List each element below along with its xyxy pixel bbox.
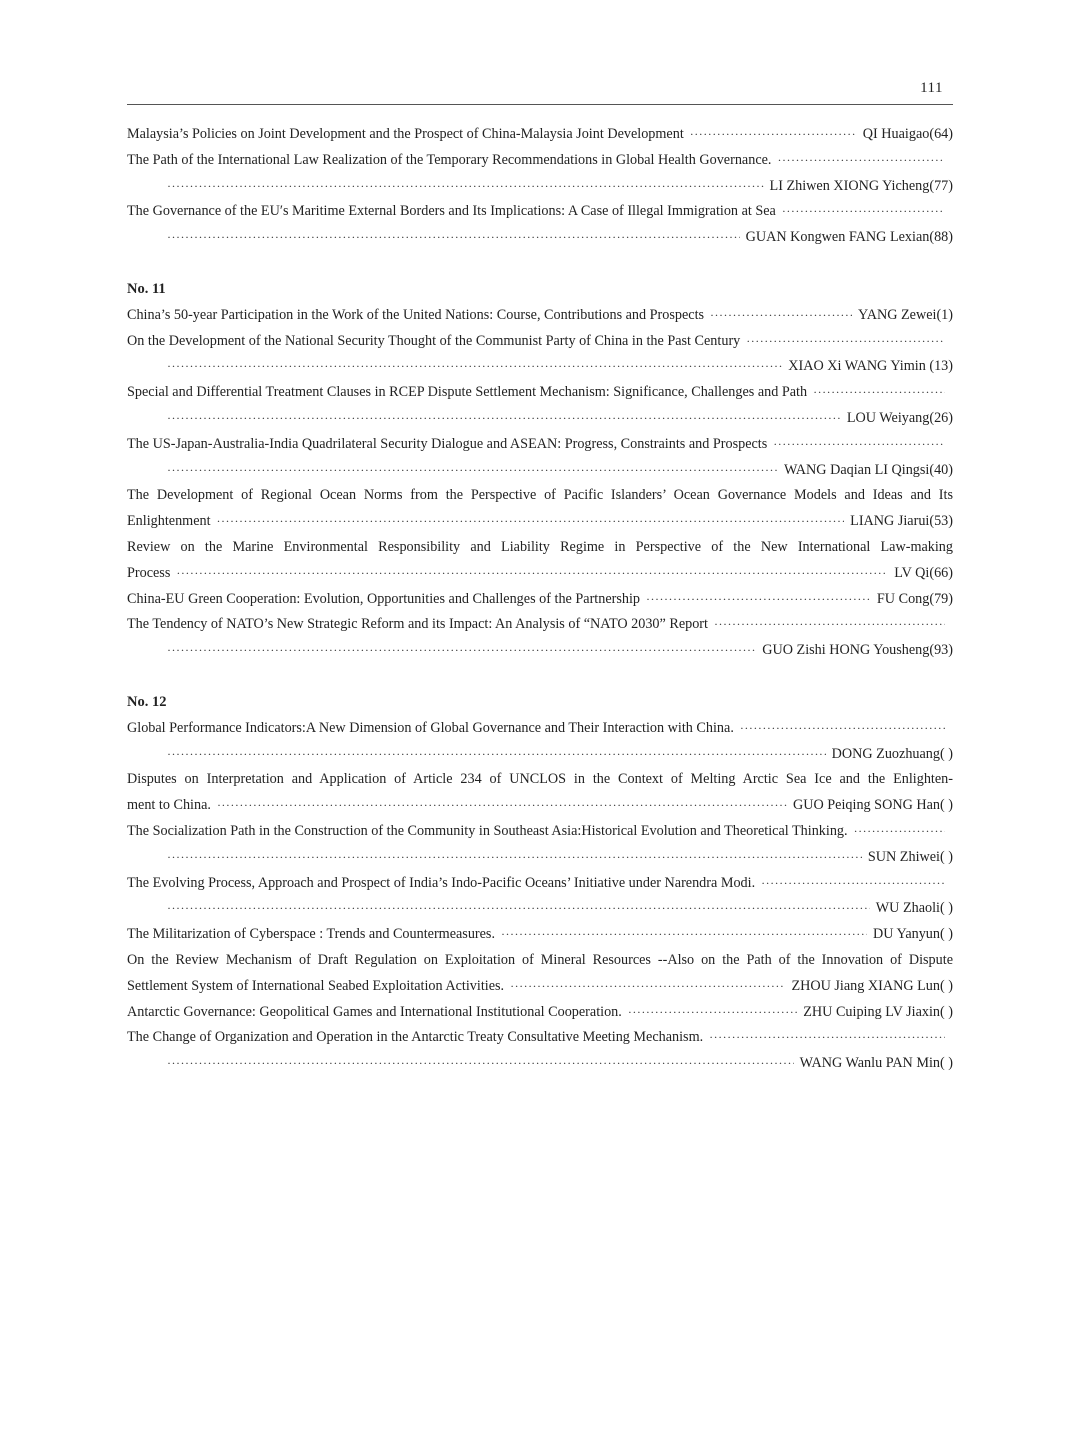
leader-dots (217, 793, 787, 819)
entry-title: On the Review Mechanism of Draft Regulation on Exploitation of Mineral Resources --Also on the Path of the Innovation of Dispute (127, 951, 953, 968)
leader-dots (167, 406, 841, 432)
issue-heading-no11: No. 11 (127, 280, 166, 297)
leader-dots (510, 974, 785, 1000)
entry-author: GUAN Kongwen FANG Lexian(88) (745, 229, 953, 246)
leader-dots (690, 122, 857, 148)
entry-author: ZHOU Jiang XIANG Lun( ) (791, 977, 953, 994)
entry-title: The Development of Regional Ocean Norms from the Perspective of Pacific Islanders’ Ocean Governance Models and Ideas and Its (127, 487, 953, 504)
toc-entry-author-line (127, 406, 953, 432)
entry-author: LIANG Jiarui(53) (850, 513, 953, 530)
toc-entry-author-line (127, 742, 953, 768)
toc-entry-title-line (127, 148, 953, 174)
toc-entry-title-line (127, 716, 953, 742)
entry-title-continued: Process (127, 564, 171, 581)
entry-title: China’s 50-year Participation in the Work of the United Nations: Course, Contributions and Prospects (127, 306, 705, 323)
toc-entry-author-line (127, 845, 953, 871)
toc-entry-author-line (127, 458, 953, 484)
leader-dots (167, 742, 826, 768)
entry-title: Review on the Marine Environmental Responsibility and Liability Regime in Perspective of the New International Law-making (127, 538, 953, 555)
entry-title: Disputes on Interpretation and Application of Article 234 of UNCLOS in the Context of Melting Arctic Sea Ice and the Enlighten- (127, 771, 953, 788)
leader-dots (167, 225, 740, 251)
entry-title: The Path of the International Law Realization of the Temporary Recommendations in Global Health Governance. (127, 151, 772, 168)
entry-author: GUO Zishi HONG Yousheng(93) (762, 642, 953, 659)
toc-entry (127, 303, 953, 329)
page-number: 111 (920, 80, 943, 96)
leader-dots (813, 380, 945, 406)
toc-entry-title-line (127, 535, 953, 561)
leader-dots (167, 845, 862, 871)
leader-dots (773, 432, 945, 458)
entry-author: QI Huaigao(64) (862, 126, 953, 142)
leader-dots (746, 329, 945, 355)
entry-title: The Change of Organization and Operation in the Antarctic Treaty Consultative Meeting Mechanism. (127, 1029, 704, 1046)
entry-title-continued: Settlement System of International Seabed Exploitation Activities. (127, 977, 505, 994)
entry-author: ZHU Cuiping LV Jiaxin( ) (803, 1003, 953, 1020)
leader-dots (167, 638, 756, 664)
toc-entry-author-line (127, 174, 953, 200)
entry-author: LOU Weiyang(26) (846, 409, 953, 426)
toc-entry (127, 1000, 953, 1026)
leader-dots (714, 612, 945, 638)
leader-dots (710, 303, 852, 329)
toc-entry-author-line (127, 509, 953, 535)
toc-entry-title-line (127, 871, 953, 897)
entry-title: The Militarization of Cyberspace : Trends and Countermeasures. (127, 926, 496, 943)
leader-dots (709, 1025, 945, 1051)
toc-entry-title-line (127, 819, 953, 845)
entry-title: Antarctic Governance: Geopolitical Games and International Institutional Cooperation. (127, 1003, 622, 1020)
leader-dots (628, 1000, 797, 1026)
entry-author: LI Zhiwen XIONG Yicheng(77) (769, 177, 953, 194)
entry-title: The Governance of the EU′s Maritime External Borders and Its Implications: A Case of Illegal Immigration at Sea (127, 203, 776, 220)
entry-author: FU Cong(79) (876, 590, 953, 607)
leader-dots (740, 716, 945, 742)
entry-author: DONG Zuozhuang( ) (831, 745, 953, 762)
toc-entry-author-line (127, 896, 953, 922)
toc-entry-title-line (127, 199, 953, 225)
entry-title: The US-Japan-Australia-India Quadrilateral Security Dialogue and ASEAN: Progress, Constraints and Prospects (127, 435, 768, 452)
entry-title-continued: Enlightenment (127, 513, 211, 530)
leader-dots (782, 199, 945, 225)
toc-entry-title-line (127, 329, 953, 355)
leader-dots (501, 922, 867, 948)
table-of-contents (127, 122, 953, 1077)
toc-entry-author-line (127, 354, 953, 380)
toc-entry-author-line (127, 561, 953, 587)
toc-entry-author-line (127, 793, 953, 819)
toc-entry-author-line (127, 1051, 953, 1077)
toc-entry-title-line (127, 380, 953, 406)
entry-author: DU Yanyun( ) (872, 926, 953, 943)
leader-dots (854, 819, 945, 845)
issue-heading-no12: No. 12 (127, 693, 167, 710)
entry-title: Special and Differential Treatment Clauses in RCEP Dispute Settlement Mechanism: Significance, Challenges and Path (127, 384, 808, 401)
entry-author: XIAO Xi WANG Yimin (13) (788, 358, 953, 375)
leader-dots (777, 148, 945, 174)
header-rule (127, 104, 953, 105)
leader-dots (167, 174, 764, 200)
toc-entry-title-line (127, 432, 953, 458)
toc-entry-author-line (127, 638, 953, 664)
entry-author: GUO Peiqing SONG Han( ) (793, 797, 953, 814)
leader-dots (167, 458, 778, 484)
entry-title: Malaysia’s Policies on Joint Development and the Prospect of China-Malaysia Joint Development (127, 126, 684, 142)
entry-author: WU Zhaoli( ) (875, 900, 953, 917)
leader-dots (167, 354, 782, 380)
leader-dots (176, 561, 888, 587)
leader-dots (646, 587, 871, 613)
toc-entry-title-line (127, 483, 953, 509)
toc-entry-title-line (127, 767, 953, 793)
entry-author: WANG Wanlu PAN Min( ) (799, 1055, 953, 1072)
toc-entry-author-line (127, 974, 953, 1000)
entry-author: LV Qi(66) (894, 564, 953, 581)
toc-entry-title-line (127, 612, 953, 638)
leader-dots (217, 509, 845, 535)
toc-entry (127, 922, 953, 948)
leader-dots (167, 1051, 794, 1077)
entry-title: Global Performance Indicators:A New Dimension of Global Governance and Their Interaction with China. (127, 719, 734, 736)
toc-entry-author-line (127, 225, 953, 251)
toc-entry (127, 122, 953, 148)
toc-entry-title-line (127, 1025, 953, 1051)
entry-title-continued: ment to China. (127, 797, 211, 814)
entry-author: YANG Zewei(1) (858, 306, 953, 323)
entry-title: The Tendency of NATO’s New Strategic Reform and its Impact: An Analysis of “NATO 2030” Report (127, 616, 708, 633)
leader-dots (167, 896, 870, 922)
leader-dots (761, 871, 945, 897)
entry-title: The Socialization Path in the Construction of the Community in Southeast Asia:Historical Evolution and Theoretical Thinking. (127, 822, 848, 839)
entry-author: SUN Zhiwei( ) (867, 848, 953, 865)
entry-title: The Evolving Process, Approach and Prospect of India’s Indo-Pacific Oceans’ Initiative under Narendra Modi. (127, 874, 756, 891)
entry-title: China-EU Green Cooperation: Evolution, Opportunities and Challenges of the Partnership (127, 590, 641, 607)
toc-entry (127, 587, 953, 613)
toc-entry-title-line (127, 948, 953, 974)
entry-title: On the Development of the National Security Thought of the Communist Party of China in the Past Century (127, 332, 741, 349)
entry-author: WANG Daqian LI Qingsi(40) (783, 461, 953, 478)
